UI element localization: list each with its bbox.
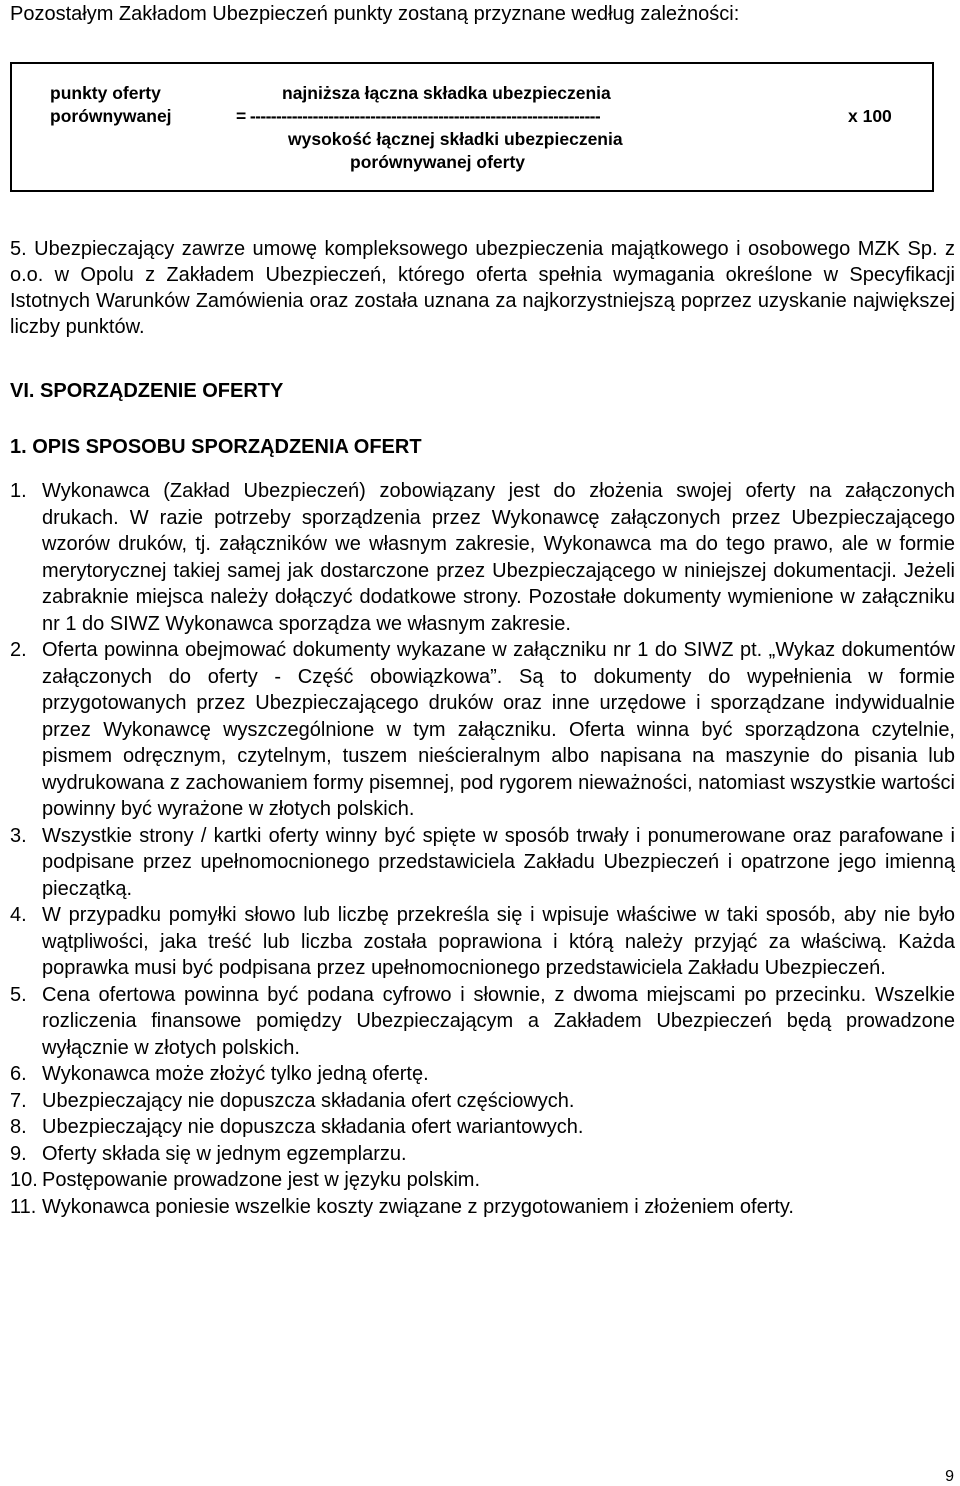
list-item [10, 1061, 955, 1088]
list-item [10, 1167, 955, 1194]
page-number: 9 [945, 1468, 954, 1485]
list-item-text: Cena ofertowa powinna być podana cyfrowo i słownie, z dwoma miejscami po przecinku. Wszelkie rozliczenia finansowe pomiędzy Ubezpieczającym a Zakładem Ubezpieczeń będą prowadzone wyłącznie w złotych polskich. [42, 983, 955, 1059]
list-item [10, 1088, 955, 1115]
list-item-number: 3. [10, 824, 27, 847]
list-item [10, 902, 955, 982]
subsection-heading: 1. OPIS SPOSOBU SPORZĄDZENIA OFERT [10, 436, 422, 458]
list-item-text: Wszystkie strony / kartki oferty winny być spięte w sposób trwały i ponumerowane oraz parafowane i podpisane przez upełnomocnionego przedstawiciela Zakładu Ubezpieczeń i opatrzone jego imienną pieczątką. [42, 824, 955, 900]
list-item-number: 9. [10, 1142, 27, 1165]
list-item [10, 1194, 955, 1221]
list-item-text: Wykonawca poniesie wszelkie koszty związane z przygotowaniem i złożeniem oferty. [42, 1195, 794, 1218]
list-item [10, 1114, 955, 1141]
formula-fraction-line: = ------------------------------------------------------------------- [236, 106, 601, 126]
list-item [10, 823, 955, 903]
scoring-formula-box [10, 62, 934, 192]
paragraph-5: 5. Ubezpieczający zawrze umowę kompleksowego ubezpieczenia majątkowego i osobowego MZK Sp. z o.o. w Opolu z Zakładem Ubezpieczeń, którego oferta spełnia wymagania określone w Specyfikacji Istotnych Warunków Zamówienia oraz została uznana za najkorzystniejszą poprzez uzyskanie największej liczby punktów. [10, 238, 955, 338]
list-item-text: Oferta powinna obejmować dokumenty wykazane w załączniku nr 1 do SIWZ pt. „Wykaz dokumentów załączonych do oferty - Część obowiązkowa”. Są to dokumenty do wypełnienia w formie przygotowanych przez Ubezpieczającego druków oraz inne urzędowe i sporządzane indywidualnie przez Wykonawcę wyszczególnione w tym załączniku. Oferta winna być sporządzona czytelnie, pismem odręcznym, czytelnym, tuszem nieścieralnym albo napisana na maszynie do pisania lub wydrukowana z zachowaniem formy pisemnej, pod rygorem nieważności, natomiast wszystkie wartości powinny być wyrażone w złotych polskich. [42, 639, 955, 820]
formula-left-label-2: porównywanej [50, 106, 172, 126]
requirements-list [10, 478, 955, 1220]
list-item-text: Postępowanie prowadzone jest w języku polskim. [42, 1169, 480, 1191]
list-item-text: Ubezpieczający nie dopuszcza składania ofert wariantowych. [42, 1116, 584, 1138]
list-item-number: 6. [10, 1063, 27, 1085]
section-heading: VI. SPORZĄDZENIE OFERTY [10, 380, 284, 402]
list-item-number: 5. [10, 983, 27, 1006]
list-item-number: 8. [10, 1116, 27, 1138]
list-item-text: Wykonawca może złożyć tylko jedną ofertę. [42, 1063, 429, 1085]
formula-numerator: najniższa łączna składka ubezpieczenia [282, 83, 611, 103]
list-item-number: 11. [10, 1195, 37, 1218]
list-item [10, 478, 955, 637]
list-item-text: Ubezpieczający nie dopuszcza składania ofert częściowych. [42, 1089, 575, 1112]
list-item-number: 2. [10, 639, 27, 661]
formula-denominator-1: wysokość łącznej składki ubezpieczenia [288, 129, 623, 149]
list-item-text: Wykonawca (Zakład Ubezpieczeń) zobowiązany jest do złożenia swojej oferty na załączonych drukach. W razie potrzeby sporządzenia przez Wykonawcę załączonych przez Ubezpieczającego wzorów druków, tj. załączników we własnym zakresie, Wykonawca ma do tego prawo, ale w formie merytorycznej takiej samej jak dostarczone przez Ubezpieczającego w niniejszej dokumentacji. Jeżeli zabraknie miejsca należy dołączyć dodatkowe strony. Pozostałe dokumenty wymienione w załączniku nr 1 do SIWZ Wykonawca sporządza we własnym zakresie. [42, 480, 955, 635]
intro-text: Pozostałym Zakładom Ubezpieczeń punkty zostaną przyznane według zależności: [10, 3, 740, 25]
list-item-number: 1. [10, 480, 27, 502]
formula-multiplier: x 100 [848, 106, 892, 126]
list-item-text: Oferty składa się w jednym egzemplarzu. [42, 1142, 407, 1165]
list-item [10, 982, 955, 1062]
list-item-text: W przypadku pomyłki słowo lub liczbę przekreśla się i wpisuje właściwe w taki sposób, aby nie było wątpliwości, jaka treść lub liczba została poprawiona i którą należy przyjąć za właściwą. Każda poprawka musi być podpisana przez upełnomocnionego przedstawiciela Zakładu Ubezpieczeń. [42, 904, 955, 979]
formula-left-label-1: punkty oferty [50, 83, 161, 103]
list-item-number: 7. [10, 1089, 27, 1112]
formula-denominator-2: porównywanej oferty [350, 152, 526, 172]
list-item [10, 637, 955, 823]
list-item [10, 1141, 955, 1168]
list-item-number: 4. [10, 904, 27, 926]
list-item-number: 10. [10, 1169, 38, 1191]
